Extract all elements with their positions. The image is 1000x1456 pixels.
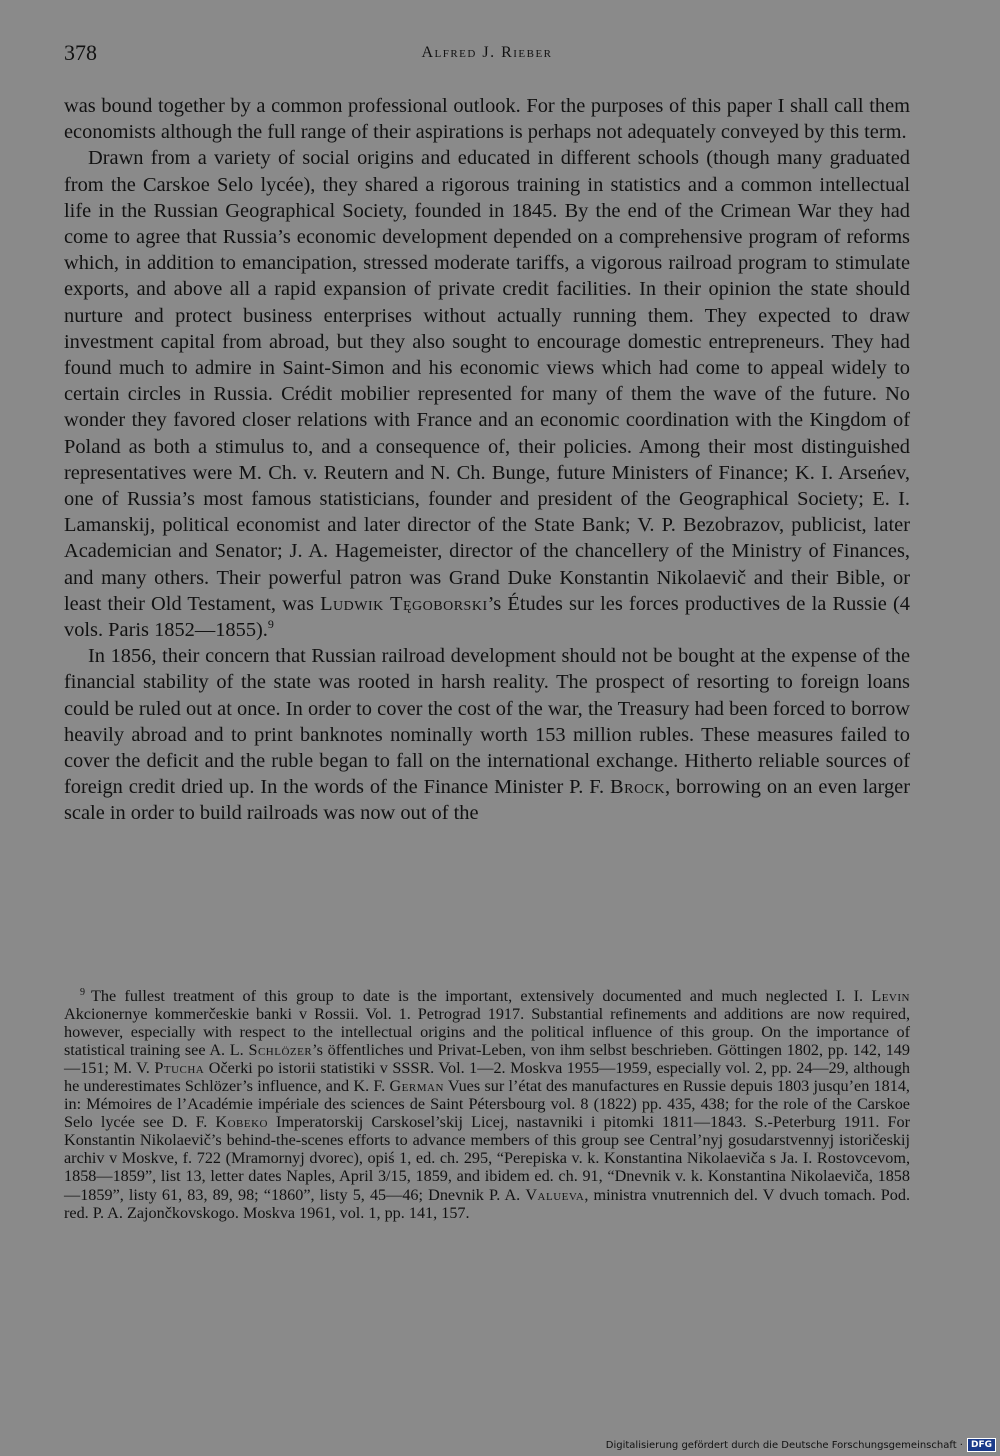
footnote-text: , ministra vnutrennich del. V dvuch tomach. Pod. red. P. A. Zajončkovskogo. Moskva 1961, vol. 1, pp. 141, 157.	[64, 1185, 911, 1222]
paragraph-1-text: was bound together by a common professional outlook. For the purposes of this paper I shall call them economists although the full range of their aspirations is perhaps not adequately conveyed by this term.	[64, 95, 910, 144]
author-name: Ptucha	[154, 1059, 205, 1078]
author-name: German	[389, 1077, 444, 1096]
author-name-brock: Brock	[610, 776, 666, 799]
paragraph-3	[64, 643, 910, 826]
footer-credit: Digitalisierung gefördert durch die Deutsche Forschungsgemeinschaft ·	[605, 1439, 963, 1451]
author-name: Schlözer	[248, 1041, 313, 1060]
author-name-tegoborski: Ludwik Tęgoborski	[320, 592, 488, 615]
paragraph-3-text-a: In 1856, their concern that Russian railroad development should not be bought at the expense of the financial stability of the state was rooted in harsh reality. The prospect of resorting to foreign loans could be ruled out at once. In order to cover the cost of the war, the Treasury had been forced to borrow heavily abroad and to print banknotes nominally worth 153 million rubles. These measures failed to cover the deficit and the ruble began to fall on the international exchange. Hitherto reliable sources of foreign credit dried up. In the words of the Finance Minister P. F.	[64, 645, 910, 799]
footnote-text: The fullest treatment of this group to date is the important, extensively documented and much neglected I. I.	[91, 987, 864, 1005]
paragraph-3-text-b: , borrowing on an even larger scale in order to build railroads was now out of the	[64, 776, 910, 825]
running-head: Alfred J. Rieber	[421, 44, 553, 61]
body-text	[64, 93, 910, 827]
page-number: 378	[64, 40, 97, 65]
footnote-text: ’s öffentliches und Privat-Leben, von ihm selbst beschrieben. Göttingen 1802, pp. 142, 149—151; M. V.	[64, 1041, 910, 1078]
footnote-9	[64, 987, 910, 1222]
paragraph-2	[64, 145, 910, 643]
author-name: Levin	[871, 987, 910, 1005]
footnote-text: Vues sur l’état des manufactures en Russie depuis 1803 jusqu’en 1814, in: Mémoires de l’Académie impériale des sciences de Saint Pétersbourg vol. 8 (1822) pp. 435, 438; for the role of the Carskoe Selo lycée see D. F.	[64, 1077, 910, 1132]
footnote-text: Očerki po istorii statistiki v SSSR. Vol. 1—2. Moskva 1955—1959, especially vol. 2, pp. 24—29, although he underestimates Schlözer’s influence, and K. F.	[64, 1059, 911, 1096]
digitization-footer	[606, 1438, 996, 1452]
paragraph-1	[64, 93, 910, 145]
paragraph-2-text-b: ’s Études sur les forces productives de la Russie (4 vols. Paris 1852—1855).	[64, 592, 910, 642]
page-header	[64, 40, 910, 70]
footnote-text: Akcionernye kommerčeskie banki v Rossii. Vol. 1. Petrograd 1917. Substantial refinements and additions are now required, however, especially with respect to the intellectual origins and the political influence of this group. On the importance of statistical training see A. L.	[64, 1005, 910, 1060]
dfg-logo[interactable]: DFG	[967, 1438, 996, 1452]
footnote-text: Imperatorskij Carskosel’skij Licej, nastavniki i pitomki 1811—1843. S.-Peterburg 1911. For Konstantin Nikolaevič’s behind-the-scenes efforts to advance members of this group see Central’nyj gosudarstvennyj istoričeskij archiv v Moskve, f. 722 (Mramornyj dvorec), opiś 1, ed. ch. 295, “Perepiska v. k. Konstantina Nikolaeviča s Ja. I. Rostovcevom, 1858—1859”, list 13, letter dates Naples, April 3/15, 1859, and ibidem ed. ch. 91, “Dnevnik v. k. Konstantina Nikolaeviča, 1858—1859”, listy 61, 83, 89, 98; “1860”, listy 5, 45—46; Dnevnik P. A.	[64, 1113, 910, 1204]
footnotes	[64, 987, 910, 1222]
author-name: Valueva	[525, 1185, 585, 1204]
paragraph-2-text-a: Drawn from a variety of social origins and educated in different schools (though many graduated from the Carskoe Selo lycée), they shared a rigorous training in statistics and a common intellectual life in the Russian Geographical Society, founded in 1845. By the end of the Crimean War they had come to agree that Russia’s economic development depended on a comprehensive program of reforms which, in addition to emancipation, stressed moderate tariffs, a vigorous railroad program to stimulate exports, and above all a rapid expansion of private credit facilities. In their opinion the state should nurture and protect business enterprises without actually running them. They expected to draw investment capital from abroad, but they also sought to encourage domestic entrepreneurs. They had found much to admire in Saint-Simon and his economic views which had come to appeal widely to certain circles in Russia. Crédit mobilier represented for many of them the wave of the future. No wonder they favored closer relations with France and an economic coordination with the Kingdom of Poland as both a stimulus to, and a consequence of, their policies. Among their most distinguished representatives were M. Ch. v. Reutern and N. Ch. Bunge, future Ministers of Finance; K. I. Arseńev, one of Russia’s most famous statisticians, founder and president of the Geographical Society; E. I. Lamanskij, political economist and later director of the State Bank; V. P. Bezobrazov, publicist, later Academician and Senator; J. A. Hagemeister, director of the chancellery of the Ministry of Finances, and many others. Their powerful patron was Grand Duke Konstantin Nikolaevič and their Bible, or least their Old Testament, was	[64, 147, 910, 615]
author-name: Kobeko	[215, 1113, 268, 1132]
footnote-mark: 9	[80, 986, 85, 998]
footnote-reference[interactable]: 9	[267, 617, 274, 632]
